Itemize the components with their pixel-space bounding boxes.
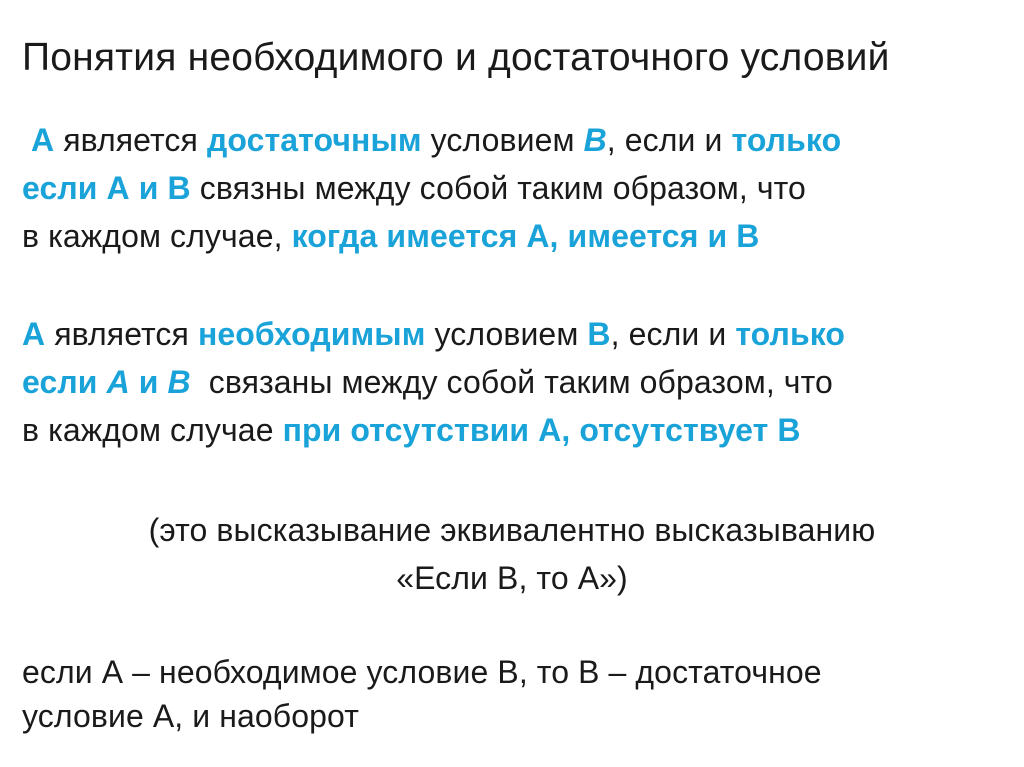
text: условием: [425, 316, 588, 352]
conclusion-line-1: если А – необходимое условие В, то В – достаточное: [22, 654, 822, 690]
text: связны между собой таким образом, что: [190, 170, 806, 206]
text: , если и: [610, 316, 736, 352]
keyword-absence-a-absence-b: при отсутствии А, отсутствует В: [282, 412, 801, 448]
keyword-only: только: [735, 316, 846, 352]
term-a: А: [106, 364, 130, 400]
sufficient-line-2: [22, 164, 841, 212]
necessary-condition-definition: [22, 310, 845, 454]
conclusion-line-2: условие А, и наоборот: [22, 698, 359, 734]
necessary-line-3: [22, 406, 845, 454]
term-a: А: [22, 122, 55, 158]
text: условием: [421, 122, 584, 158]
term-b: В: [587, 316, 611, 352]
text: является: [54, 122, 207, 158]
slide-title: Понятия необходимого и достаточного условий: [22, 36, 890, 79]
text: является: [45, 316, 198, 352]
text: в каждом случае,: [22, 218, 292, 254]
text: в каждом случае: [22, 412, 283, 448]
equivalence-line-2: «Если В, то А»): [396, 560, 628, 596]
equivalence-note: [0, 506, 1024, 602]
keyword-necessary: необходимым: [197, 316, 426, 352]
text: , если и: [606, 122, 732, 158]
keyword-only: только: [731, 122, 842, 158]
term-b: В: [583, 122, 607, 158]
keyword-and: и: [129, 364, 168, 400]
sufficient-line-1: [22, 116, 841, 164]
keyword-when-a-then-b: когда имеется А, имеется и В: [291, 218, 760, 254]
term-b: В: [167, 364, 191, 400]
sufficient-line-3: [22, 212, 841, 260]
keyword-sufficient: достаточным: [206, 122, 422, 158]
text: связаны между собой таким образом, что: [190, 364, 833, 400]
term-a: А: [22, 316, 46, 352]
conclusion: [22, 650, 822, 738]
keyword-if: если: [22, 364, 107, 400]
sufficient-condition-definition: [22, 116, 841, 260]
necessary-line-2: [22, 358, 845, 406]
necessary-line-1: [22, 310, 845, 358]
keyword-if-a-and-b: если А и В: [22, 170, 191, 206]
equivalence-line-1: (это высказывание эквивалентно высказыванию: [148, 512, 876, 548]
